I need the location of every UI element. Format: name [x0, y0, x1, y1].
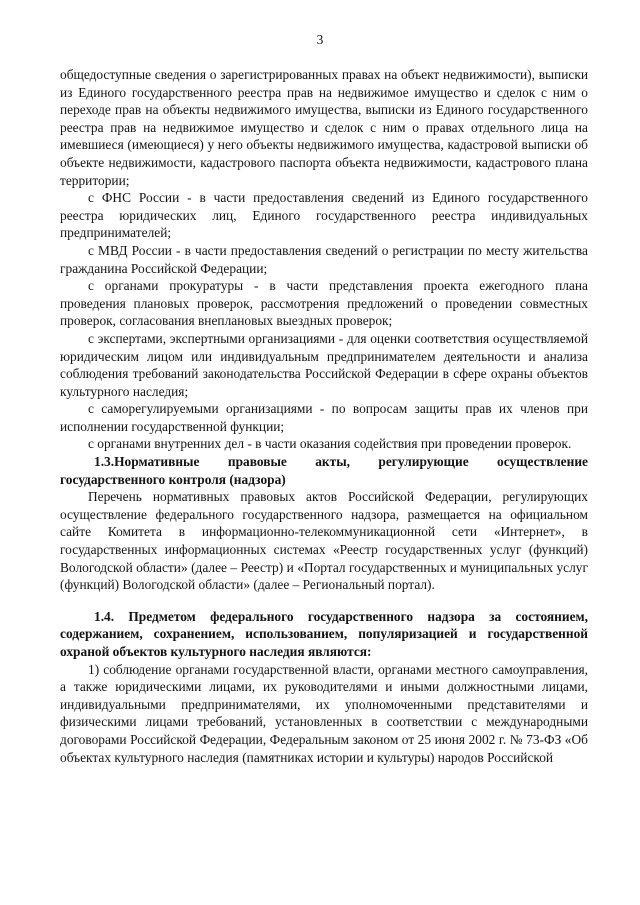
paragraph-rosreestr-continuation: общедоступные сведения о зарегистрированных правах на объект недвижимости), выписки из Единого государственного реестра прав на недвижимое имущество и сделок с ним о переходе прав на объекты недвижимого имущества, выписки из Единого государственного реестра прав на недвижимое имущество и сделок с ним о правах отдельного лица на имевшиеся (имеющиеся) у него объекты недвижимого имущества, кадастровой выписки об объекте недвижимости, кадастрового паспорта объекта недвижимости, кадастрового плана территории; [60, 67, 588, 188]
section-heading-1-4: 1.4. Предметом федерального государственного надзора за состоянием, содержанием, сохранением, использованием, популяризацией и государственной охраной объектов культурного наследия являются: [60, 608, 588, 659]
paragraph-police: с органами внутренних дел - в части оказания содействия при проведении проверок. [88, 436, 572, 452]
paragraph-fns: с ФНС России - в части предоставления сведений из Единого государственного реестра юридических лиц, Единого государственного реестра индивидуальных предпринимателей; [60, 190, 588, 241]
paragraph-legal-acts-list: Перечень нормативных правовых актов Российской Федерации, регулирующих осуществление федерального государственного надзора, размещается на официальном сайте Комитета в информационно-телекоммуникационной сети «Интернет», в государственных информационных системах «Реестр государственных услуг (функций) Вологодской области» (далее – Реестр) и «Портал государственных и муниципальных услуг (функций) Вологодской области» (далее – Региональный портал). [60, 489, 588, 593]
page-number: 3 [316, 32, 324, 47]
paragraph-sro: с саморегулируемыми организациями - по вопросам защиты прав их членов при исполнении государственной функции; [60, 401, 588, 434]
section-heading-1-3: 1.3.Нормативные правовые акты, регулирующие осуществление государственного контроля (надзора) [60, 454, 588, 487]
paragraph-item-1: 1) соблюдение органами государственной власти, органами местного самоуправления, а также юридическими лицами, их руководителями и иными должностными лицами, индивидуальными предпринимателями, их уполномоченными представителями и физическими лицами требований, установленных в соответствии с международными договорами Российской Федерации, Федеральным законом от 25 июня 2002 г. № 73-ФЗ «Об объектах культурного наследия (памятниках истории и культуры) народов Российской [60, 661, 588, 765]
document-body [60, 66, 588, 766]
paragraph-experts: с экспертами, экспертными организациями - для оценки соответствия осуществляемой юридическим лицом или индивидуальным предпринимателем деятельности и анализа соблюдения требований законодательства Российской Федерации в сфере охраны объектов культурного наследия; [60, 330, 588, 399]
paragraph-prosecutor: с органами прокуратуры - в части представления проекта ежегодного плана проведения плановых проверок, рассмотрения предложений о проведении совместных проверок, согласования внеплановых выездных проверок; [60, 278, 588, 329]
paragraph-mvd: с МВД России - в части предоставления сведений о регистрации по месту жительства гражданина Российской Федерации; [60, 242, 588, 276]
